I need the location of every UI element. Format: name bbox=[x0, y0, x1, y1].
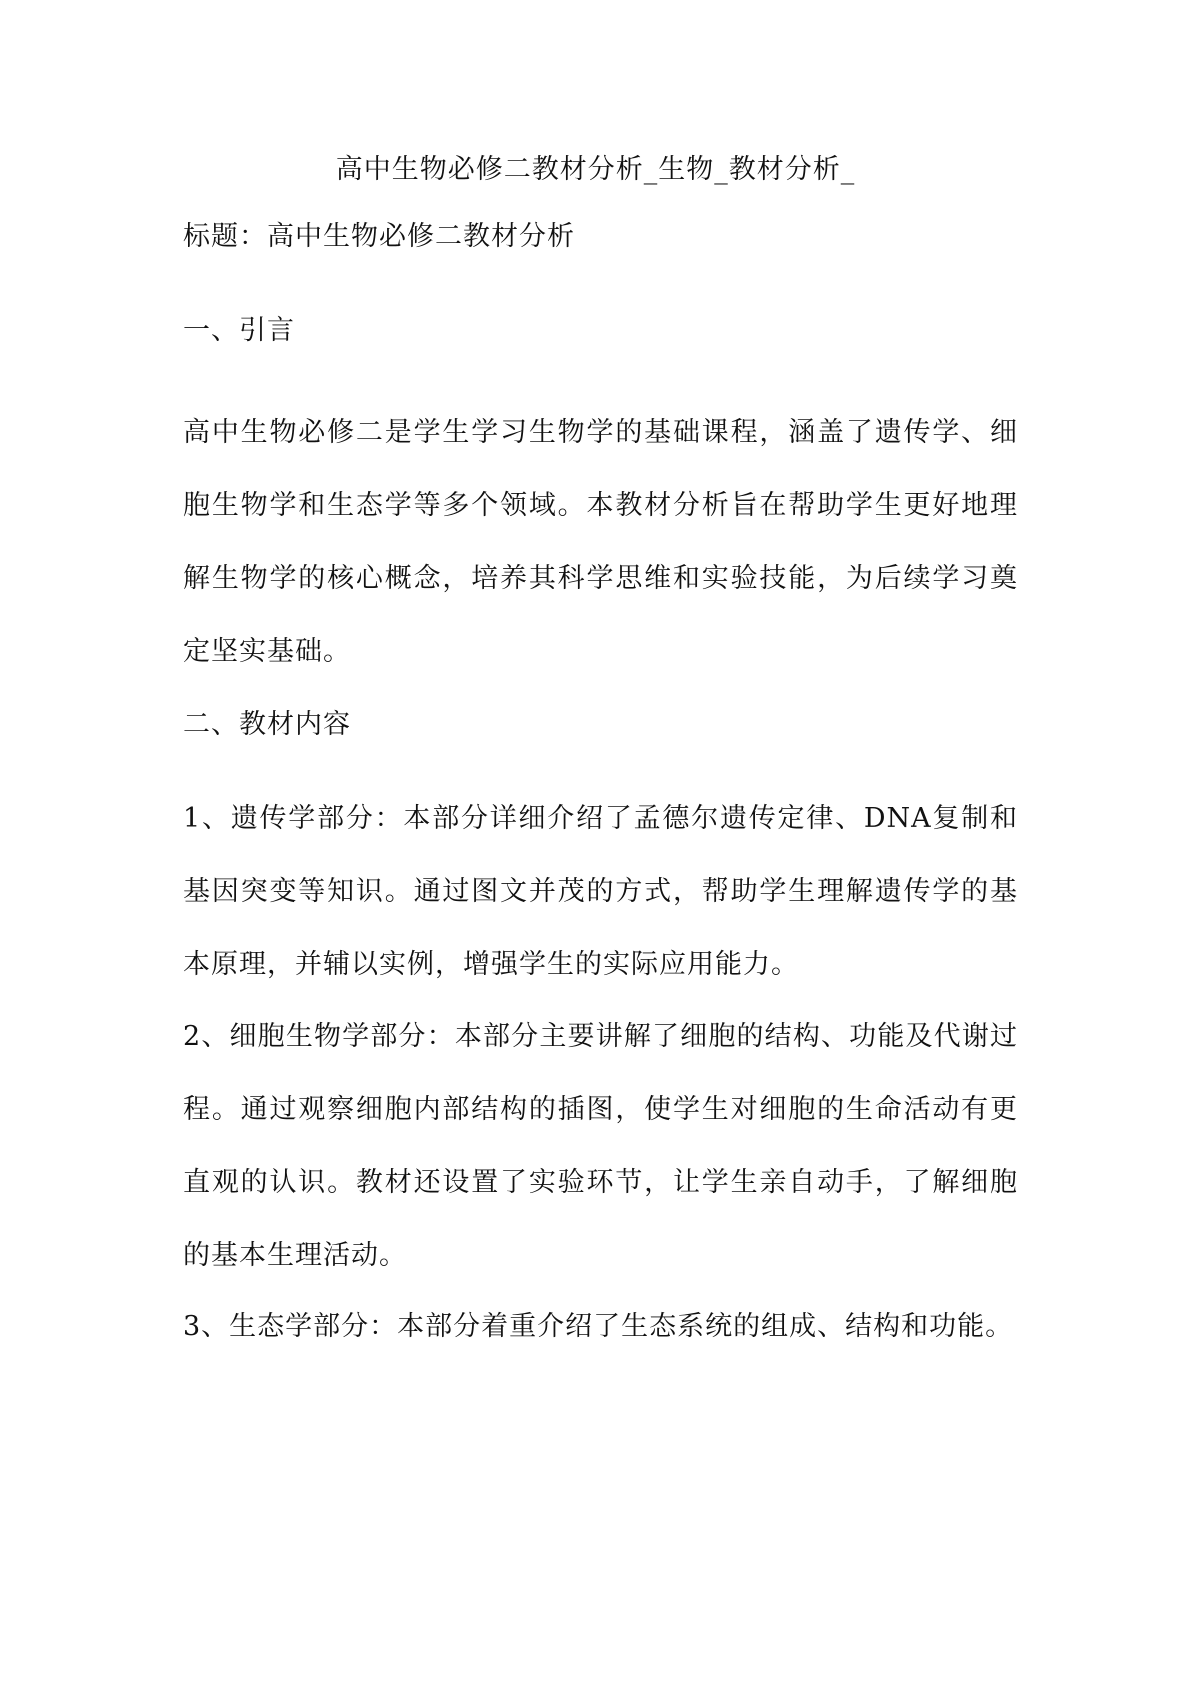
paragraph-genetics: 1、遗传学部分：本部分详细介绍了孟德尔遗传定律、DNA复制和基因突变等知识。通过图文并茂的方式，帮助学生理解遗传学的基本原理，并辅以实例，增强学生的实际应用能力。 bbox=[183, 803, 1018, 980]
paragraph-ecology: 3、生态学部分：本部分着重介绍了生态系统的组成、结构和功能。 bbox=[183, 1311, 1014, 1342]
section-heading-content: 二、教材内容 bbox=[183, 709, 351, 740]
paragraph-introduction: 高中生物必修二是学生学习生物学的基础课程，涵盖了遗传学、细胞生物学和生态学等多个领域。本教材分析旨在帮助学生更好地理解生物学的核心概念，培养其科学思维和实验技能，为后续学习奠定坚实基础。 bbox=[183, 417, 1018, 667]
document-subtitle: 标题：高中生物必修二教材分析 bbox=[183, 221, 575, 252]
document-title: 高中生物必修二教材分析_生物_教材分析_ bbox=[335, 154, 856, 185]
paragraph-cell-biology: 2、细胞生物学部分：本部分主要讲解了细胞的结构、功能及代谢过程。通过观察细胞内部结构的插图，使学生对细胞的生命活动有更直观的认识。教材还设置了实验环节，让学生亲自动手，了解细胞的基本生理活动。 bbox=[183, 1021, 1018, 1271]
section-heading-introduction: 一、引言 bbox=[183, 315, 295, 346]
